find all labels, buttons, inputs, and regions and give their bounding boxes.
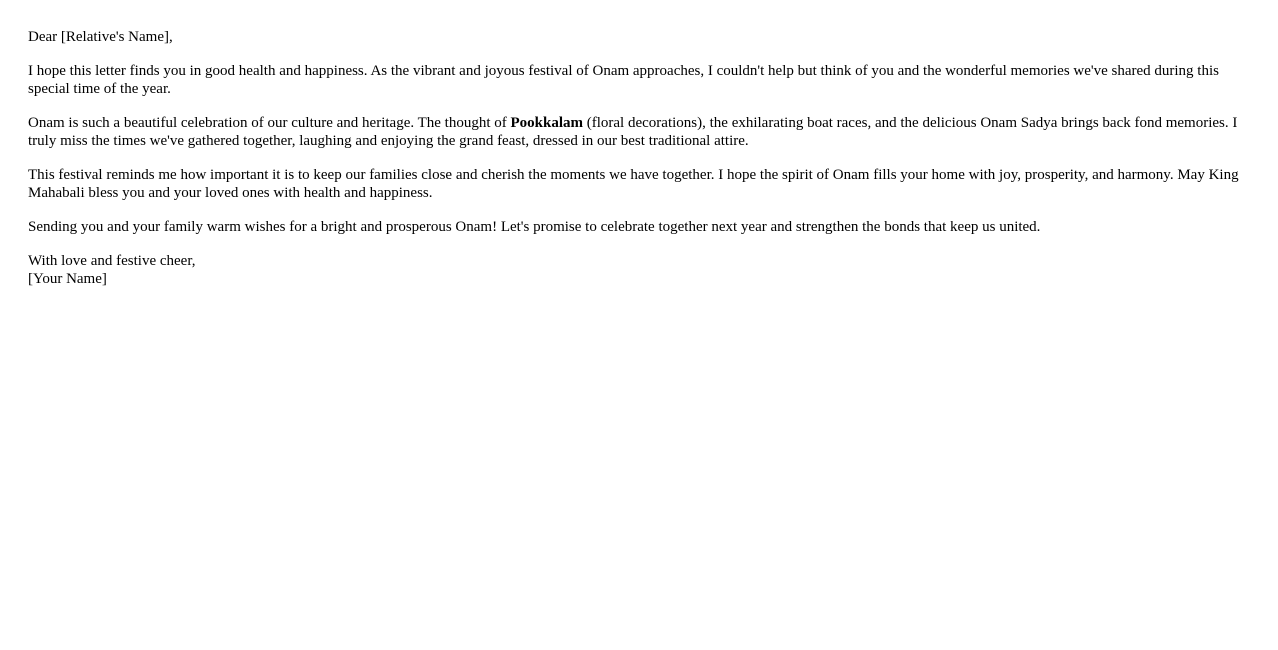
- letter-greeting: Dear [Relative's Name],: [28, 29, 173, 45]
- letter-paragraph-4: Sending you and your family warm wishes for a bright and prosperous Onam! Let's promise to celebrate together next year and strengthen the bonds that keep us united.: [28, 219, 1041, 235]
- letter-paragraph-1: I hope this letter finds you in good health and happiness. As the vibrant and joyous festival of Onam approaches, I couldn't help but think of you and the wonderful memories we've shared during this special time of the year.: [28, 63, 1219, 97]
- paragraph-2-text-start: Onam is such a beautiful celebration of our culture and heritage. The thought of: [28, 115, 511, 131]
- letter-body: [28, 28, 1256, 288]
- closing-line: With love and festive cheer,: [28, 253, 196, 269]
- signature: [Your Name]: [28, 271, 107, 287]
- pookkalam-bold-text: Pookkalam: [510, 115, 583, 131]
- letter-paragraph-2: [28, 114, 1256, 150]
- letter-paragraph-3: This festival reminds me how important it is to keep our families close and cherish the moments we have together. I hope the spirit of Onam fills your home with joy, prosperity, and harmony. May King Mahabali bless you and your loved ones with health and happiness.: [28, 167, 1239, 201]
- paragraph-2-text-end: (floral decorations), the exhilarating boat races, and the delicious Onam Sadya brings back fond memories. I truly miss the times we've gathered together, laughing and enjoying the grand feast, dressed in our best traditional attire.: [28, 115, 1238, 149]
- letter-closing: [28, 252, 1256, 288]
